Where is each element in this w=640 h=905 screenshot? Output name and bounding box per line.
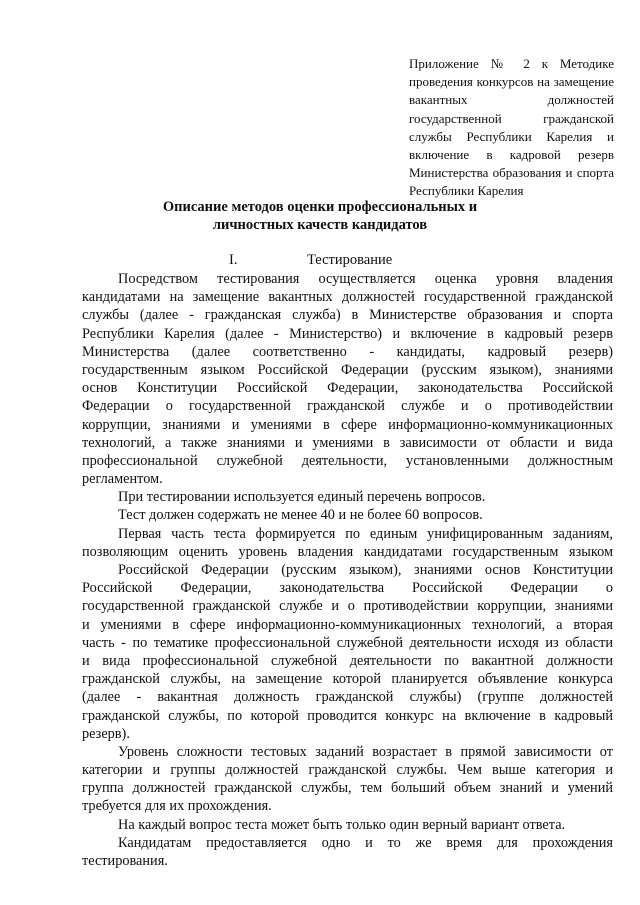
section-number: I. [229, 252, 238, 268]
text-line: Республики Карелия (далее - Министерство) и включение в кадровый резерв [82, 325, 613, 342]
text-line: регламентом. [82, 471, 163, 488]
text-line: гражданской службы, по которой проводится конкурс на включение в кадровый [82, 707, 613, 724]
text-line: Посредством тестирования осуществляется оценка уровня владения [118, 271, 613, 287]
text-line: и вида профессиональной служебной деятельности по вакантной должности [82, 652, 613, 669]
appendix-line: Министерства образования и спорта [409, 165, 614, 181]
document-title-line: личностных качеств кандидатов [212, 217, 428, 233]
section-title: Тестирование [307, 252, 393, 268]
appendix-line: службы Республики Карелия и [409, 128, 614, 144]
text-line: тестирования. [82, 853, 168, 869]
text-line: Тест должен содержать не менее 40 и не более 60 вопросов. [118, 507, 483, 524]
text-line: требуется для их прохождения. [82, 798, 272, 815]
document-title [60, 198, 580, 234]
appendix-line: вакантных должностей [409, 92, 614, 108]
text-line: часть - по тематике профессиональной служебной деятельности исходя из области [82, 634, 613, 651]
text-line: кандидатами на замещение вакантных должностей государственной гражданской [82, 289, 613, 306]
text-line: Федерации о государственной гражданской службе и о противодействии [82, 398, 613, 415]
text-line: гражданской службы, на замещение которой планируется объявление конкурса [82, 671, 613, 688]
text-line: (далее - вакантная должность гражданской службы) (группе должностей [82, 689, 613, 706]
body-text [82, 270, 613, 870]
text-line: категории и группы должностей гражданской службы. Чем выше категория и [82, 762, 613, 779]
section-heading [0, 251, 640, 269]
appendix-line: проведения конкурсов на замещение [409, 74, 614, 90]
text-line: резерв). [82, 725, 130, 742]
text-line: и умениями в сфере информационно-коммуникационных технологий, а вторая [82, 616, 613, 633]
text-line: Уровень сложности тестовых заданий возрастает в прямой зависимости от [118, 743, 613, 760]
appendix-line: Республики Карелия [409, 183, 524, 199]
text-line: коррупции, знаниями и умениями в сфере информационно-коммуникационных [82, 416, 613, 433]
text-line: Министерства (далее соответственно - кандидаты, кадровый резерв) [82, 343, 613, 360]
text-line: При тестировании используется единый перечень вопросов. [118, 489, 486, 506]
appendix-line: государственной гражданской [409, 110, 614, 126]
text-line: государственной гражданской службе и о противодействии коррупции, знаниями [82, 598, 613, 615]
text-line: позволяющим оценить уровень владения кандидатами государственным языком [82, 543, 613, 560]
text-line: Кандидатам предоставляется одно и то же время для прохождения [118, 834, 613, 851]
text-line: основ Конституции Российской Федерации, законодательства Российской [82, 380, 613, 397]
text-line: технологий, а также знаниями и умениями в зависимости от области и вида [82, 434, 613, 451]
text-line: Российской Федерации (русским языком), знаниями основ Конституции [118, 562, 613, 578]
appendix-line: Приложение № 2 к Методике [409, 56, 614, 71]
text-line: группа должностей гражданской службы, тем больший объем знаний и умений [82, 780, 613, 797]
text-line: Российской Федерации, законодательства Российской Федерации о [82, 580, 613, 597]
text-line: Первая часть теста формируется по единым унифицированным заданиям, [118, 525, 613, 542]
text-line: службы (далее - гражданская служба) в Министерстве образования и спорта [82, 307, 613, 324]
document-title-line: Описание методов оценки профессиональных и [162, 199, 478, 215]
text-line: государственным языком Российской Федерации (русским языком), знаниями [82, 361, 613, 378]
appendix-line: включение в кадровой резерв [409, 146, 614, 162]
text-line: профессиональной служебной деятельности, установленными должностным [82, 452, 613, 469]
appendix-note [409, 56, 614, 202]
text-line: На каждый вопрос теста может быть только один верный вариант ответа. [118, 816, 566, 833]
